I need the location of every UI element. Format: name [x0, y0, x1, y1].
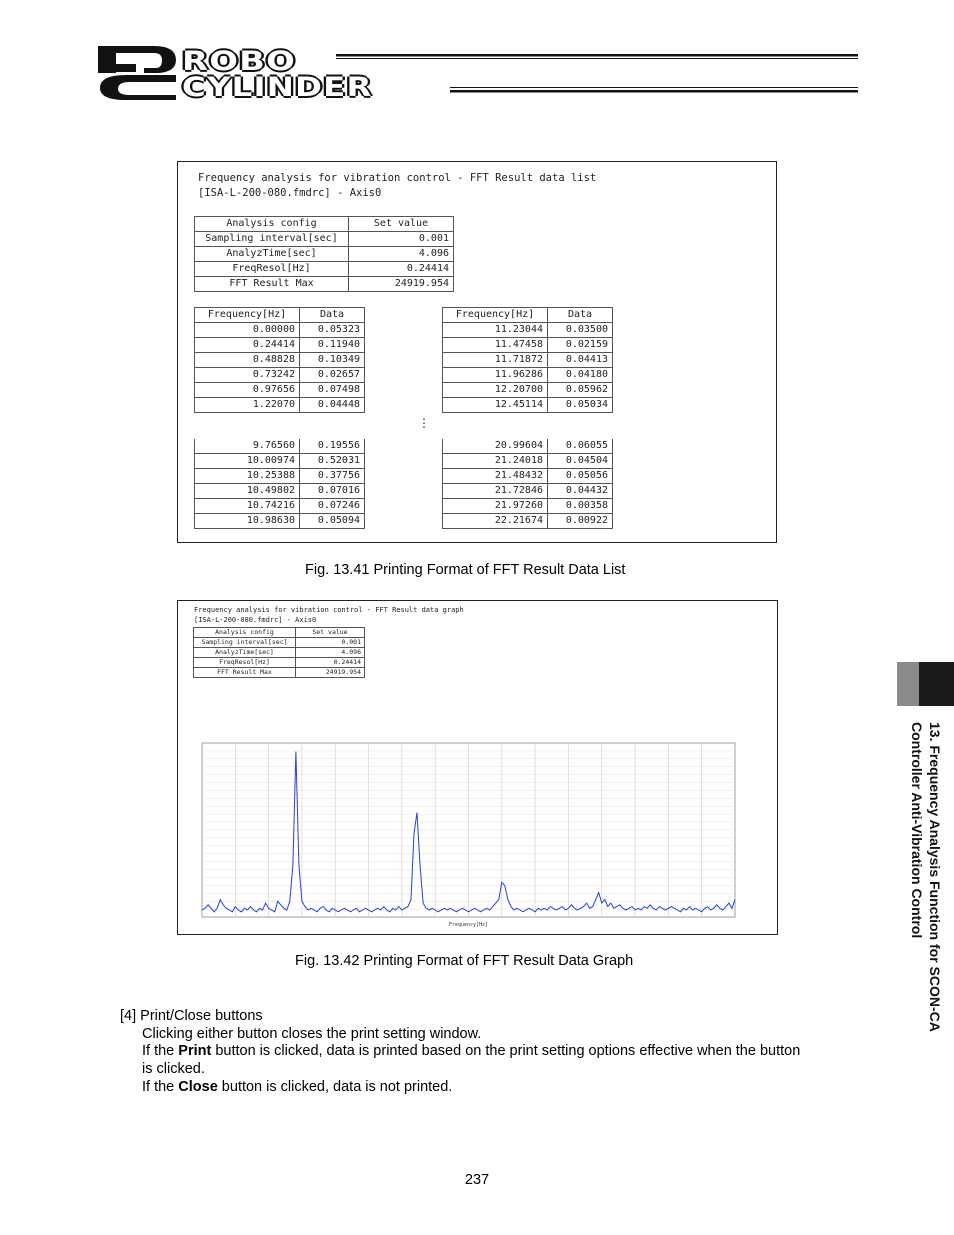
config-header-value: Set value [296, 628, 365, 638]
data-cell: 0.05094 [300, 514, 365, 529]
print-button-label: Print [178, 1043, 212, 1059]
data-cell: 0.11940 [300, 338, 365, 353]
table-row [195, 514, 365, 529]
data-cell: 0.04180 [548, 368, 613, 383]
header-data: Data [548, 308, 613, 323]
logo-text-cylinder: CYLINDER [182, 72, 373, 103]
data-cell: 0.03500 [548, 323, 613, 338]
frequency-cell: 20.99604 [443, 439, 548, 454]
table-row [443, 439, 613, 454]
fft-table-left-bottom [194, 439, 365, 529]
chapter-side-label [900, 722, 944, 1032]
data-cell: 0.04413 [548, 353, 613, 368]
data-cell: 0.06055 [548, 439, 613, 454]
config-key: FreqResol[Hz] [194, 658, 296, 668]
table-row [443, 454, 613, 469]
section-line-1: Clicking either button closes the print setting window. [142, 1026, 482, 1042]
fig2-config-table [193, 627, 365, 678]
table-row [443, 338, 613, 353]
frequency-cell: 12.45114 [443, 398, 548, 413]
section-heading: [4] Print/Close buttons [120, 1008, 263, 1024]
frequency-cell: 11.96286 [443, 368, 548, 383]
data-cell: 0.04448 [300, 398, 365, 413]
frequency-cell: 11.71872 [443, 353, 548, 368]
table-row [443, 323, 613, 338]
frequency-cell: 0.24414 [195, 338, 300, 353]
config-value: 0.24414 [349, 262, 454, 277]
frequency-cell: 0.48828 [195, 353, 300, 368]
fft-table-right-top [442, 307, 613, 413]
config-value: 4.096 [349, 247, 454, 262]
header-data: Data [300, 308, 365, 323]
data-cell: 0.02657 [300, 368, 365, 383]
section-line-4 [142, 1078, 452, 1096]
config-header-value: Set value [349, 217, 454, 232]
frequency-cell: 22.21674 [443, 514, 548, 529]
fig2-title: Frequency analysis for vibration control - FFT Result data graph [194, 606, 464, 614]
chapter-tab-dark [919, 662, 954, 706]
text: If the [142, 1043, 179, 1059]
table-row [443, 383, 613, 398]
header-frequency: Frequency[Hz] [195, 308, 300, 323]
frequency-cell: 0.97656 [195, 383, 300, 398]
config-key: FFT Result Max [194, 668, 296, 678]
frequency-cell: 10.74216 [195, 499, 300, 514]
table-row [443, 368, 613, 383]
fig1-subtitle: [ISA-L-200-080.fmdrc] - Axis0 [198, 187, 382, 199]
frequency-cell: 1.22070 [195, 398, 300, 413]
data-cell: 0.05056 [548, 469, 613, 484]
fig1-caption: Fig. 13.41 Printing Format of FFT Result Data List [305, 562, 626, 578]
table-row [195, 323, 365, 338]
data-cell: 0.04504 [548, 454, 613, 469]
x-axis-label: Frequency[Hz] [448, 922, 489, 928]
data-cell: 0.05323 [300, 323, 365, 338]
fft-table-right-bottom [442, 439, 613, 529]
table-row [195, 484, 365, 499]
table-row [195, 499, 365, 514]
data-cell: 0.02159 [548, 338, 613, 353]
config-key: Sampling interval[sec] [194, 638, 296, 648]
config-value: 4.096 [296, 648, 365, 658]
frequency-cell: 9.76560 [195, 439, 300, 454]
chapter-tab-light [897, 662, 919, 706]
chapter-title-line-1: 13. Frequency Analysis Function for SCON-CA [927, 722, 943, 1032]
frequency-cell: 12.20700 [443, 383, 548, 398]
fft-table-left-top [194, 307, 365, 413]
fft-data-graph-figure [177, 600, 778, 935]
table-row [443, 484, 613, 499]
config-value: 24919.954 [296, 668, 365, 678]
fft-data-list-figure [177, 161, 777, 543]
data-cell: 0.10349 [300, 353, 365, 368]
frequency-cell: 10.25388 [195, 469, 300, 484]
header-frequency: Frequency[Hz] [443, 308, 548, 323]
data-cell: 0.00358 [548, 499, 613, 514]
data-cell: 0.05962 [548, 383, 613, 398]
table-row [195, 383, 365, 398]
config-key: AnalyzTime[sec] [194, 648, 296, 658]
fft-table-header [195, 308, 365, 323]
data-cell: 0.07246 [300, 499, 365, 514]
table-row [443, 353, 613, 368]
frequency-cell: 10.98630 [195, 514, 300, 529]
data-cell: 0.00922 [548, 514, 613, 529]
text: If the [142, 1079, 179, 1095]
data-cell: 0.05034 [548, 398, 613, 413]
chapter-side-label-text [908, 722, 944, 1032]
close-button-label: Close [178, 1079, 218, 1095]
config-header-key: Analysis config [194, 628, 296, 638]
frequency-cell: 21.48432 [443, 469, 548, 484]
config-key: Sampling interval[sec] [195, 232, 349, 247]
frequency-cell: 21.24018 [443, 454, 548, 469]
table-row [195, 338, 365, 353]
table-row [195, 398, 365, 413]
frequency-cell: 21.72846 [443, 484, 548, 499]
config-key: FFT Result Max [195, 277, 349, 292]
table-row [195, 368, 365, 383]
config-value: 0.24414 [296, 658, 365, 668]
frequency-cell: 0.00000 [195, 323, 300, 338]
fig2-subtitle: [ISA-L-200-080.fmdrc] - Axis0 [194, 616, 317, 624]
text: button is clicked, data is printed based on the print setting options effective when the button [211, 1043, 801, 1059]
chapter-title-line-2: Controller Anti-Vibration Control [909, 722, 925, 939]
data-cell: 0.52031 [300, 454, 365, 469]
config-header-key: Analysis config [195, 217, 349, 232]
section-line-3: is clicked. [142, 1061, 205, 1077]
fig2-caption: Fig. 13.42 Printing Format of FFT Result Data Graph [295, 953, 634, 969]
table-row [443, 499, 613, 514]
table-row [443, 469, 613, 484]
table-row [443, 398, 613, 413]
fft-table-header [443, 308, 613, 323]
page-number: 237 [464, 1172, 490, 1188]
config-key: AnalyzTime[sec] [195, 247, 349, 262]
fig1-title: Frequency analysis for vibration control - FFT Result data list [198, 172, 597, 184]
data-cell: 0.04432 [548, 484, 613, 499]
fft-result-line-chart [196, 733, 756, 933]
fig1-config-table [194, 216, 454, 292]
table-row [195, 353, 365, 368]
table-row [443, 514, 613, 529]
table-row [195, 439, 365, 454]
table-row [195, 454, 365, 469]
frequency-cell: 11.23044 [443, 323, 548, 338]
frequency-cell: 11.47458 [443, 338, 548, 353]
table-row [195, 469, 365, 484]
robo-cylinder-logo [96, 42, 858, 102]
data-cell: 0.07498 [300, 383, 365, 398]
frequency-cell: 21.97260 [443, 499, 548, 514]
config-key: FreqResol[Hz] [195, 262, 349, 277]
config-value: 0.001 [349, 232, 454, 247]
data-cell: 0.07016 [300, 484, 365, 499]
config-value: 24919.954 [349, 277, 454, 292]
logo-text-robo: ROBO [182, 46, 297, 77]
text: button is clicked, data is not printed. [217, 1079, 453, 1095]
section-line-2 [142, 1042, 800, 1060]
frequency-cell: 0.73242 [195, 368, 300, 383]
ellipsis: ⋮ [418, 416, 430, 430]
data-cell: 0.37756 [300, 469, 365, 484]
config-value: 0.001 [296, 638, 365, 648]
frequency-cell: 10.49802 [195, 484, 300, 499]
frequency-cell: 10.00974 [195, 454, 300, 469]
data-cell: 0.19556 [300, 439, 365, 454]
